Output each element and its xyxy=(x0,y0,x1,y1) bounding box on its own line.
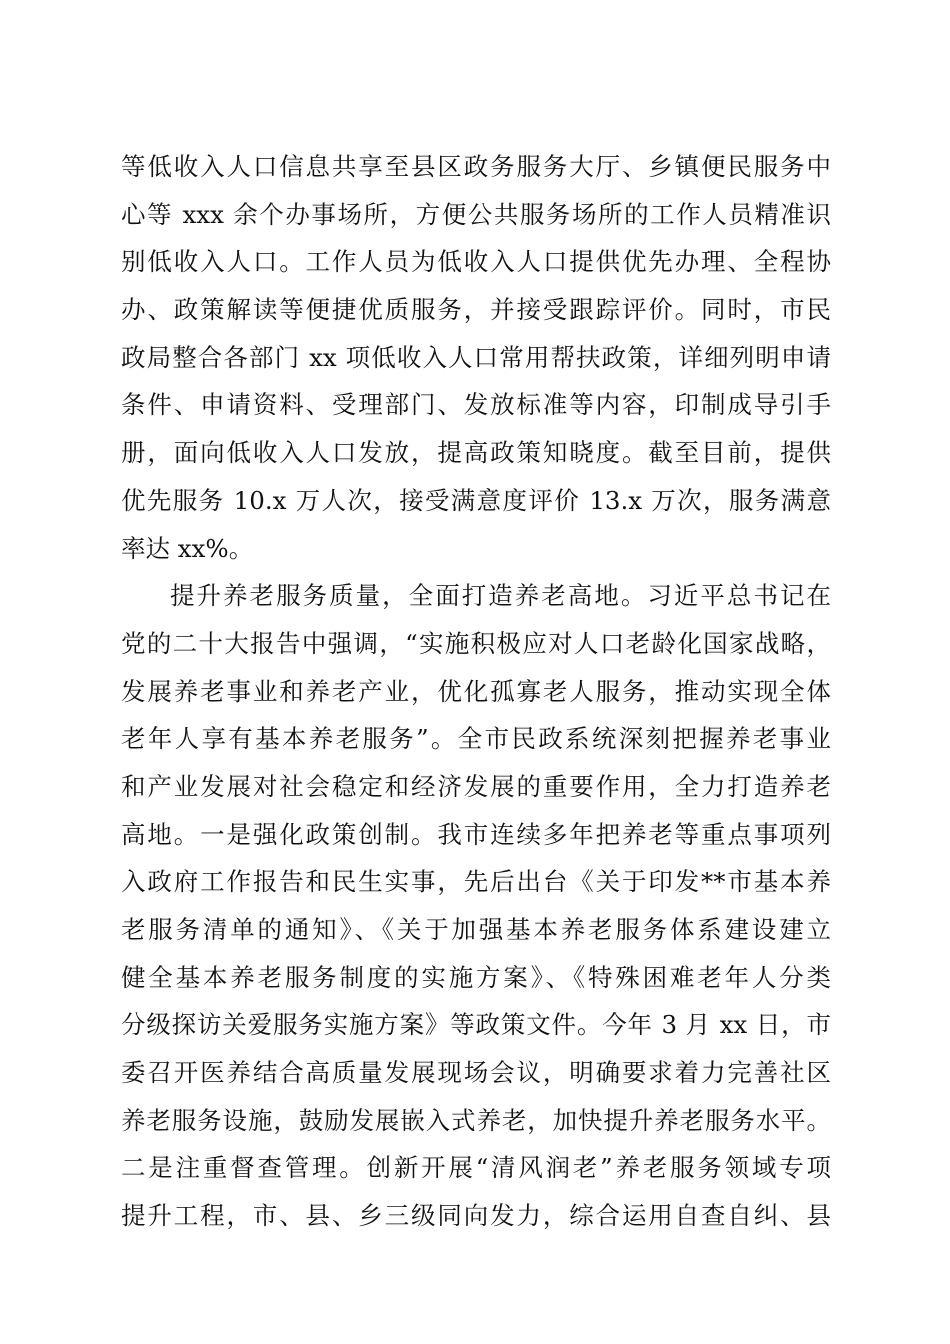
document-body xyxy=(121,143,831,1240)
paragraph-line: 党的二十大报告中强调，“实施积极应对人口老龄化国家战略， xyxy=(121,628,831,658)
paragraph-line: 提升工程，市、县、乡三级同向发力，综合运用自查自纠、县 xyxy=(121,1201,831,1231)
paragraph-line: 委召开医养结合高质量发展现场会议，明确要求着力完善社区 xyxy=(121,1058,831,1088)
paragraph-line: 条件、申请资料、受理部门、发放标准等内容，印制成导引手 xyxy=(121,390,831,420)
paragraph-line: 别低收入人口。工作人员为低收入人口提供优先办理、全程协 xyxy=(121,247,831,277)
paragraph-line: 健全基本养老服务制度的实施方案》、《特殊困难老年人分类 xyxy=(121,962,831,992)
paragraph-line: 政局整合各部门 xx 项低收入人口常用帮扶政策，详细列明申请 xyxy=(121,342,831,372)
paragraph-line: 分级探访关爱服务实施方案》等政策文件。今年 3 月 xx 日，市 xyxy=(121,1010,831,1040)
paragraph-line: 养老服务设施，鼓励发展嵌入式养老，加快提升养老服务水平。 xyxy=(121,1105,831,1135)
paragraph-line: 办、政策解读等便捷优质服务，并接受跟踪评价。同时，市民 xyxy=(121,295,831,325)
paragraph-line: 入政府工作报告和民生实事，先后出台《关于印发**市基本养 xyxy=(121,867,831,897)
paragraph-line: 册，面向低收入人口发放，提高政策知晓度。截至目前，提供 xyxy=(121,438,831,468)
paragraph-line: 优先服务 10.x 万人次，接受满意度评价 13.x 万次，服务满意 xyxy=(121,485,831,515)
paragraph-line: 提升养老服务质量，全面打造养老高地。习近平总书记在 xyxy=(170,581,831,611)
paragraph-line: 发展养老事业和养老产业，优化孤寡老人服务，推动实现全体 xyxy=(121,676,831,706)
paragraph-line: 高地。一是强化政策创制。我市连续多年把养老等重点事项列 xyxy=(121,819,831,849)
paragraph-line: 老服务清单的通知》、《关于加强基本养老服务体系建设建立 xyxy=(121,915,831,944)
paragraph-line: 二是注重督查管理。创新开展“清风润老”养老服务领域专项 xyxy=(121,1153,831,1183)
paragraph-line: 老年人享有基本养老服务”。全市民政系统深刻把握养老事业 xyxy=(121,724,831,754)
paragraph-line: 率达 xx%。 xyxy=(121,533,254,563)
paragraph-1 xyxy=(121,143,831,572)
paragraph-line: 等低收入人口信息共享至县区政务服务大厅、乡镇便民服务中 xyxy=(121,152,831,181)
paragraph-2 xyxy=(121,572,831,1240)
paragraph-line: 心等 xxx 余个办事场所，方便公共服务场所的工作人员精准识 xyxy=(121,199,831,229)
paragraph-line: 和产业发展对社会稳定和经济发展的重要作用，全力打造养老 xyxy=(121,771,831,801)
